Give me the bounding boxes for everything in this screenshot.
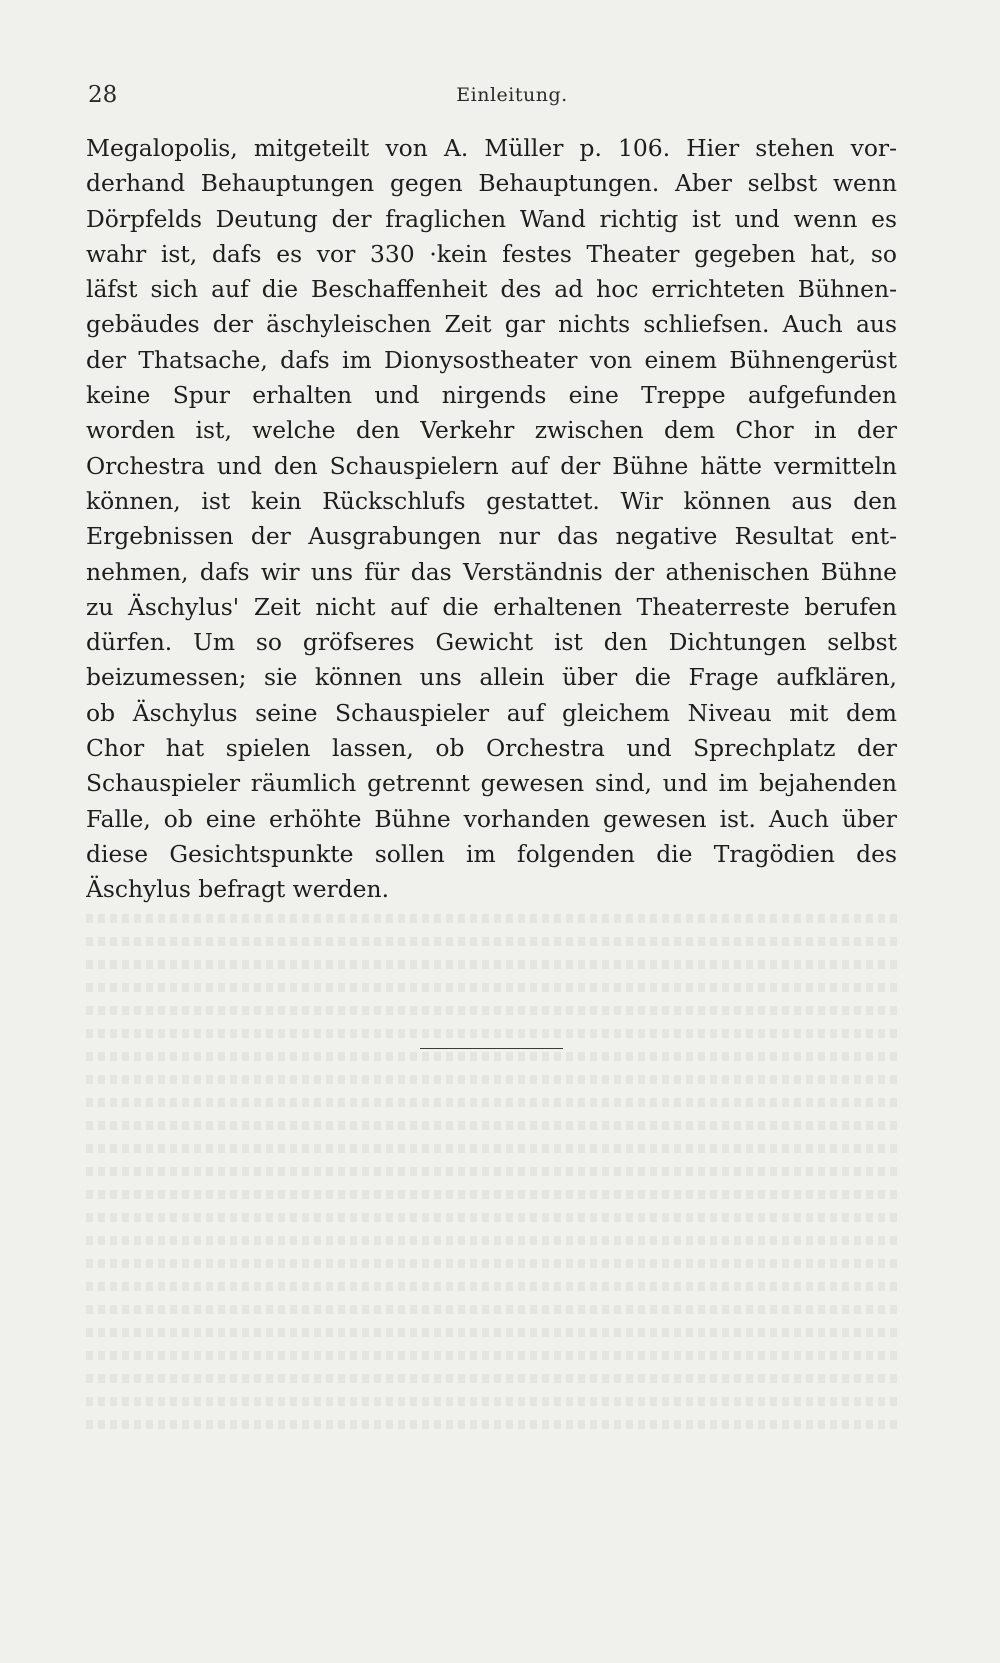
text-line: zu Äschylus' Zeit nicht auf die erhaltenen Theaterreste berufen bbox=[86, 592, 897, 621]
running-head: Einleitung. bbox=[456, 84, 568, 106]
text-line: worden ist, welche den Verkehr zwischen dem Chor in der bbox=[86, 416, 897, 445]
text-line: der Thatsache, dafs im Dionysostheater von einem Bühnengerüst bbox=[86, 345, 897, 374]
section-divider-rule bbox=[420, 1048, 563, 1049]
text-line: Falle, ob eine erhöhte Bühne vorhanden gewesen ist. Auch über bbox=[86, 804, 897, 833]
page-number: 28 bbox=[88, 82, 118, 108]
text-line: wahr ist, dafs es vor 330 ·kein festes Theater gegeben hat, so bbox=[86, 239, 897, 268]
text-line: derhand Behauptungen gegen Behauptungen. Aber selbst wenn bbox=[86, 169, 897, 198]
text-line: Dörpfelds Deutung der fraglichen Wand richtig ist und wenn es bbox=[86, 204, 897, 233]
body-paragraph bbox=[86, 131, 897, 908]
text-line: Orchestra und den Schauspielern auf der Bühne hätte vermitteln bbox=[86, 451, 897, 480]
text-line: nehmen, dafs wir uns für das Verständnis der athenischen Bühne bbox=[86, 557, 897, 586]
text-line: keine Spur erhalten und nirgends eine Treppe aufgefunden bbox=[86, 381, 897, 410]
text-line: diese Gesichtspunkte sollen im folgenden die Tragödien des bbox=[86, 839, 897, 868]
text-line: dürfen. Um so gröfseres Gewicht ist den Dichtungen selbst bbox=[86, 628, 897, 657]
text-line: Megalopolis, mitgeteilt von A. Müller p. 106. Hier stehen vor- bbox=[86, 134, 897, 162]
text-line: beizumessen; sie können uns allein über die Frage aufklären, bbox=[86, 663, 897, 692]
text-line: ob Äschylus seine Schauspieler auf gleichem Niveau mit dem bbox=[86, 698, 897, 727]
text-line: gebäudes der äschyleischen Zeit gar nichts schliefsen. Auch aus bbox=[86, 310, 897, 339]
text-line: Äschylus befragt werden. bbox=[86, 875, 390, 904]
text-line: Schauspieler räumlich getrennt gewesen sind, und im bejahenden bbox=[86, 769, 897, 798]
text-line: Ergebnissen der Ausgrabungen nur das negative Resultat ent- bbox=[86, 522, 897, 551]
text-line: Chor hat spielen lassen, ob Orchestra und Sprechplatz der bbox=[86, 734, 897, 763]
text-line: können, ist kein Rückschlufs gestattet. Wir können aus den bbox=[86, 486, 897, 515]
text-line: läfst sich auf die Beschaffenheit des ad hoc errichteten Bühnen- bbox=[86, 275, 897, 304]
show-through-texture bbox=[86, 900, 897, 1429]
page-header bbox=[88, 82, 898, 112]
